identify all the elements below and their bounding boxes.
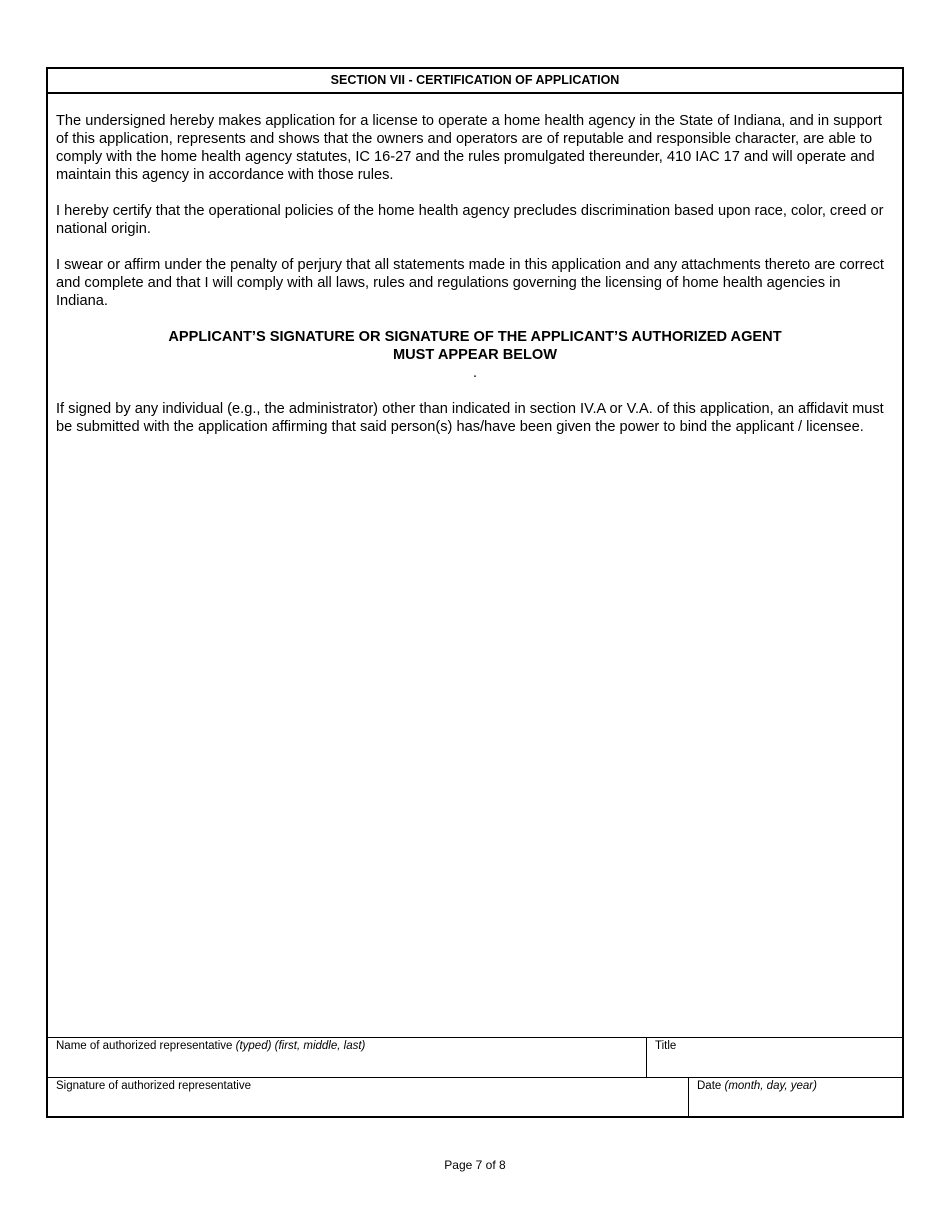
title-field[interactable]	[647, 1038, 902, 1077]
signature-label: Signature of authorized representative	[56, 1080, 251, 1092]
signature-row	[48, 1077, 902, 1117]
signature-notice-period: .	[472, 365, 478, 381]
signature-notice-line2: MUST APPEAR BELOW	[392, 347, 558, 363]
page-number: Page 7 of 8	[444, 1158, 506, 1172]
signature-notice-line1: APPLICANT’S SIGNATURE OR SIGNATURE OF THE APPLICANT’S AUTHORIZED AGENT	[168, 329, 782, 345]
signature-field[interactable]	[48, 1078, 689, 1117]
representative-name-row	[48, 1037, 902, 1077]
representative-name-field[interactable]	[48, 1038, 647, 1077]
date-label: Date	[697, 1080, 725, 1092]
application-statement: The undersigned hereby makes application for a license to operate a home health agency in the State of Indiana, and in support of this application, represents and shows that the owners and operators are of reputable and responsible character, are able to comply with the home health agency statutes, IC 16-27 and the rules promulgated thereunder, 410 IAC 17 and will operate and maintain this agency in accordance with those rules.	[56, 113, 882, 183]
date-hint: (month, day, year)	[724, 1080, 817, 1092]
perjury-statement: I swear or affirm under the penalty of perjury that all statements made in this application and any attachments thereto are correct and complete and that I will comply with all laws, rules and regulations governing the licensing of home health agencies in Indiana.	[56, 257, 884, 309]
title-label: Title	[655, 1040, 677, 1052]
affidavit-statement: If signed by any individual (e.g., the administrator) other than indicated in section IV.A or V.A. of this application, an affidavit must be submitted with the application affirming that said person(s) has/have been given the power to bind the applicant / licensee.	[56, 401, 884, 435]
nondiscrimination-statement: I hereby certify that the operational policies of the home health agency precludes discrimination based upon race, color, creed or national origin.	[56, 203, 884, 237]
signature-notice	[56, 328, 894, 382]
representative-name-label: Name of authorized representative	[56, 1040, 236, 1052]
certification-body	[48, 94, 902, 436]
section-title: SECTION VII - CERTIFICATION OF APPLICATION	[48, 69, 902, 94]
representative-name-hint: (typed) (first, middle, last)	[235, 1040, 366, 1052]
certification-section	[46, 67, 904, 1118]
date-field[interactable]	[689, 1078, 902, 1117]
